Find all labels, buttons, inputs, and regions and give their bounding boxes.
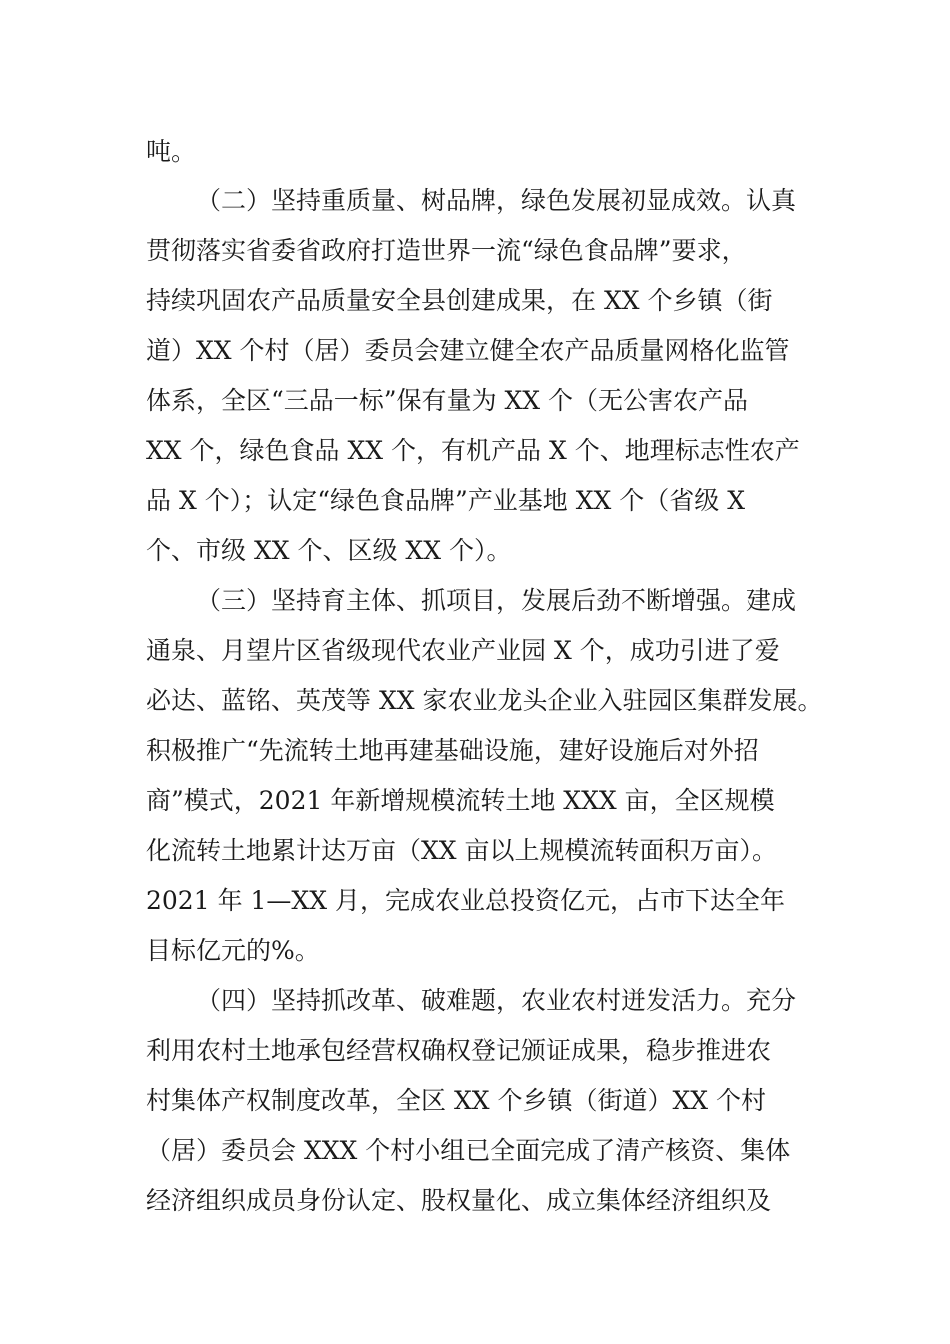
text-line: 化流转土地累计达万亩（XX 亩以上规模流转面积万亩）。 bbox=[146, 836, 778, 865]
text-line: 村集体产权制度改革，全区 XX 个乡镇（街道）XX 个村 bbox=[146, 1086, 767, 1115]
text-line: （居）委员会 XXX 个村小组已全面完成了清产核资、集体 bbox=[146, 1136, 791, 1165]
text-line: 商”模式，2021 年新增规模流转土地 XXX 亩，全区规模 bbox=[146, 786, 775, 815]
text-line: 品 X 个）；认定“绿色食品牌”产业基地 XX 个（省级 X bbox=[146, 486, 745, 515]
text-line: 体系，全区“三品一标”保有量为 XX 个（无公害农产品 bbox=[146, 386, 749, 415]
text-line: 吨。 bbox=[146, 137, 197, 166]
text-line: XX 个，绿色食品 XX 个，有机产品 X 个、地理标志性农产 bbox=[146, 436, 800, 465]
text-line: 个、市级 XX 个、区级 XX 个）。 bbox=[146, 536, 512, 565]
text-line: 利用农村土地承包经营权确权登记颁证成果，稳步推进农 bbox=[146, 1036, 772, 1065]
text-line: 经济组织成员身份认定、股权量化、成立集体经济组织及 bbox=[146, 1186, 772, 1215]
text-line: （二）坚持重质量、树品牌，绿色发展初显成效。认真 bbox=[196, 186, 797, 215]
text-line: 积极推广“先流转土地再建基础设施，建好设施后对外招 bbox=[146, 736, 759, 765]
text-line: 道）XX 个村（居）委员会建立健全农产品质量网格化监管 bbox=[146, 336, 790, 365]
text-line: 通泉、月望片区省级现代农业产业园 X 个，成功引进了爱 bbox=[146, 636, 780, 665]
text-line: 持续巩固农产品质量安全县创建成果，在 XX 个乡镇（街 bbox=[146, 286, 773, 315]
text-line: 2021 年 1—XX 月，完成农业总投资亿元，占市下达全年 bbox=[146, 886, 785, 915]
text-line: 必达、蓝铭、英茂等 XX 家农业龙头企业入驻园区集群发展。 bbox=[146, 686, 823, 715]
text-line: 贯彻落实省委省政府打造世界一流“绿色食品牌”要求， bbox=[146, 236, 747, 265]
text-line: （三）坚持育主体、抓项目，发展后劲不断增强。建成 bbox=[196, 586, 797, 615]
text-line: 目标亿元的%。 bbox=[146, 936, 320, 965]
text-line: （四）坚持抓改革、破难题，农业农村迸发活力。充分 bbox=[196, 986, 797, 1015]
